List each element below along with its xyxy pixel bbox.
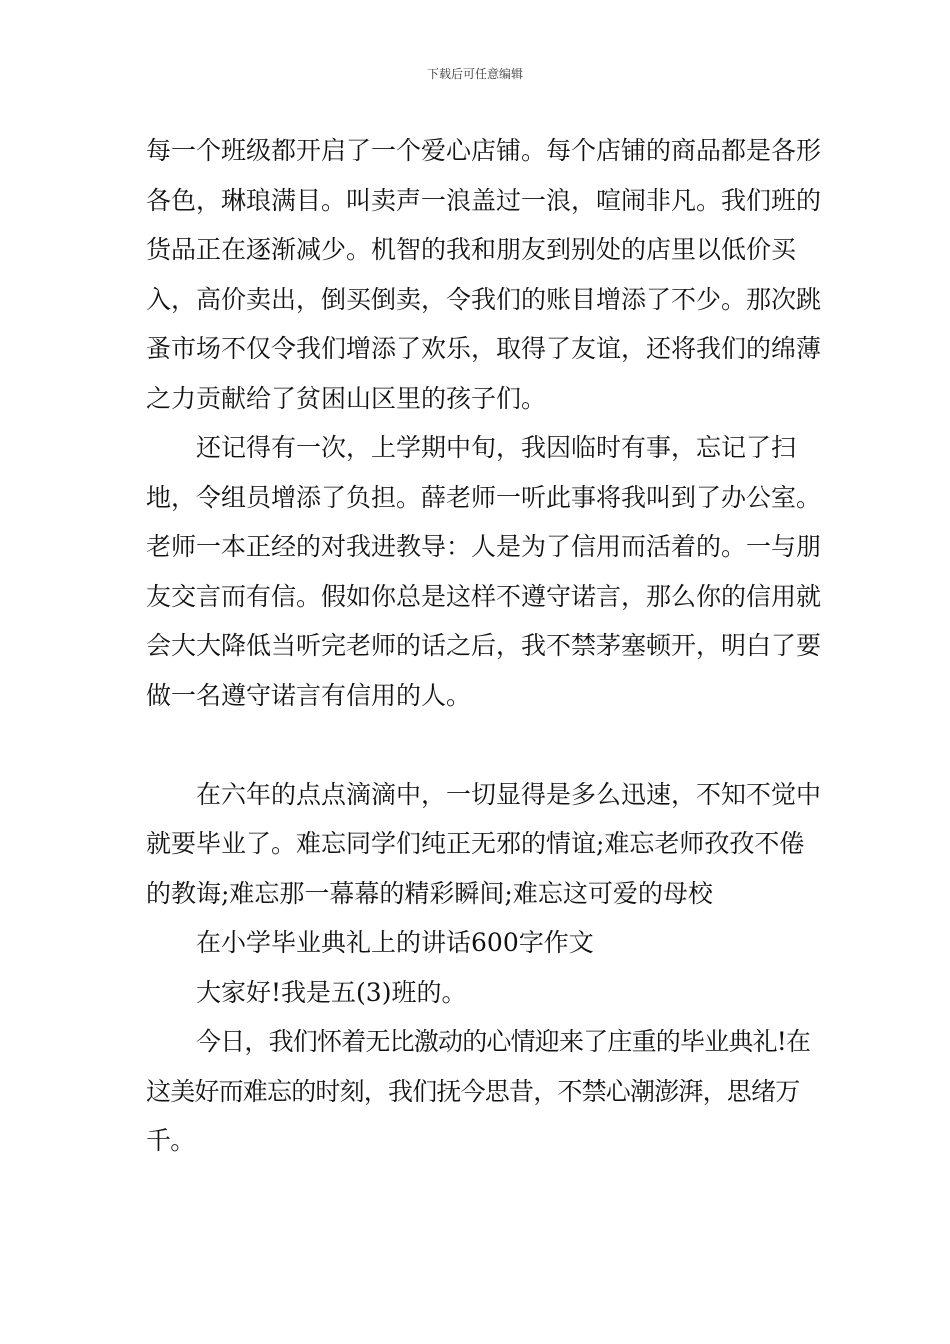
speech-greeting: 大家好!我是五(3)班的。	[196, 977, 467, 1007]
document-body	[146, 126, 826, 1166]
page-header: 下载后可任意编辑	[426, 67, 523, 81]
paragraph-flea-market: 每一个班级都开启了一个爱心店铺。每个店铺的商品都是各形各色，琳琅满目。叫卖声一浪盖过一浪，喧闹非凡。我们班的货品正在逐渐减少。机智的我和朋友到别处的店里以低价买入，高价卖出，倒买倒卖，令我们的账目增添了不少。那次跳蚤市场不仅令我们增添了欢乐，取得了友谊，还将我们的绵薄之力贡献给了贫困山区里的孩子们。	[146, 136, 822, 413]
paragraph-credit-lesson: 还记得有一次，上学期中旬，我因临时有事，忘记了扫地，令组员增添了负担。薛老师一听此事将我叫到了办公室。老师一本正经的对我进教导：人是为了信用而活着的。一与朋友交言而有信。假如你总是这样不遵守诺言，那么你的信用就会大大降低当听完老师的话之后，我不禁茅塞顿开，明白了要做一名遵守诺言有信用的人。	[146, 433, 822, 710]
speech-opening: 今日，我们怀着无比激动的心情迎来了庄重的毕业典礼!在这美好而难忘的时刻，我们抚今思昔，不禁心潮澎湃，思绪万千。	[146, 1027, 811, 1155]
paragraph-gap	[146, 720, 826, 770]
paragraph-six-years: 在六年的点点滴滴中，一切显得是多么迅速，不知不觉中就要毕业了。难忘同学们纯正无邪的情谊;难忘老师孜孜不倦的教诲;难忘那一幕幕的精彩瞬间;难忘这可爱的母校	[146, 779, 822, 908]
speech-title: 在小学毕业典礼上的讲话600字作文	[196, 928, 594, 957]
